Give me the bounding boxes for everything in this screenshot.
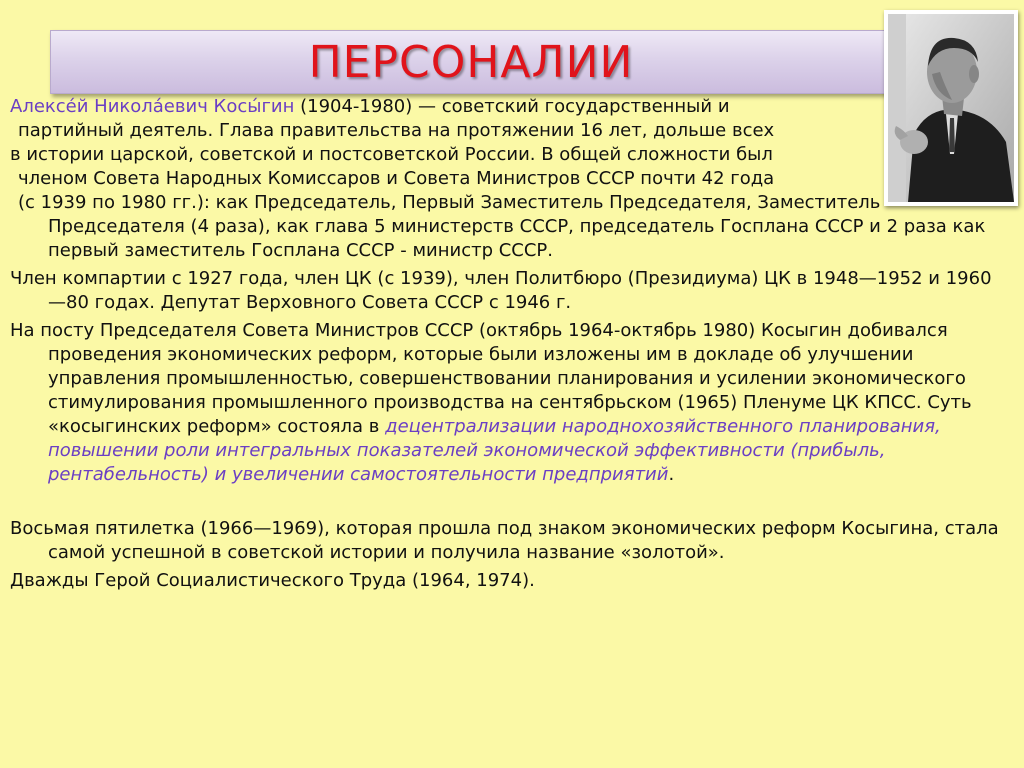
intro-line-1-rest: (1904-1980) — советский государственный и xyxy=(294,96,730,117)
party-paragraph: Член компартии с 1927 года, член ЦК (с 1939), член Политбюро (Президиума) ЦК в 1948—1952 и 1960—80 годах. Депутат Верховного Совета СССР с 1946 г. xyxy=(10,268,992,313)
paragraph-gap xyxy=(10,487,1005,513)
intro-line-1 xyxy=(10,95,880,119)
hero-paragraph: Дважды Герой Социалистического Труда (1964, 1974). xyxy=(10,570,535,591)
reforms-paragraph xyxy=(10,319,1005,487)
reforms-text: На посту Председателя Совета Министров СССР (октябрь 1964-октябрь 1980) Косыгин добивался проведения экономических реформ, которые были изложены им в докладе об улучшении управления промышленностью, совершенствовании планирования и усилении экономического стимулирования промышленного производства на сентябрьском (1965) Пленуме ЦК КПСС. Суть «косыгинских реформ» состояла в xyxy=(10,320,972,437)
intro-line-5: (с 1939 по 1980 гг.): как Председатель, Первый Заместитель Председателя, Заместитель Председателя (4 раза), как глава 5 министерств СССР, председатель Госплана СССР и 2 раза как первый заместитель Госплана СССР - министр СССР. xyxy=(18,192,986,261)
title-banner xyxy=(50,30,892,94)
reforms-end: . xyxy=(668,464,675,485)
intro-line-2: партийный деятель. Глава правительства на протяжении 16 лет, дольше всех xyxy=(18,120,775,141)
biography-text xyxy=(10,95,1005,593)
five-year-plan-paragraph: Восьмая пятилетка (1966—1969), которая прошла под знаком экономических реформ Косыгина, стала самой успешной в советской истории и получила название «золотой». xyxy=(10,518,999,563)
reforms-highlight: децентрализации народнохозяйственного планирования, повышении роли интегральных показателей экономической эффективности (прибыль, рентабельность) и увеличении самостоятельности предприятий xyxy=(48,416,941,485)
slide-title: ПЕРСОНАЛИИ xyxy=(308,36,634,88)
intro-line-4: членом Совета Народных Комиссаров и Совета Министров СССР почти 42 года xyxy=(18,168,775,189)
intro-line-3: в истории царской, советской и постсоветской России. В общей сложности был xyxy=(10,144,773,165)
person-name: Алексе́й Никола́евич Косы́гин xyxy=(10,96,295,117)
